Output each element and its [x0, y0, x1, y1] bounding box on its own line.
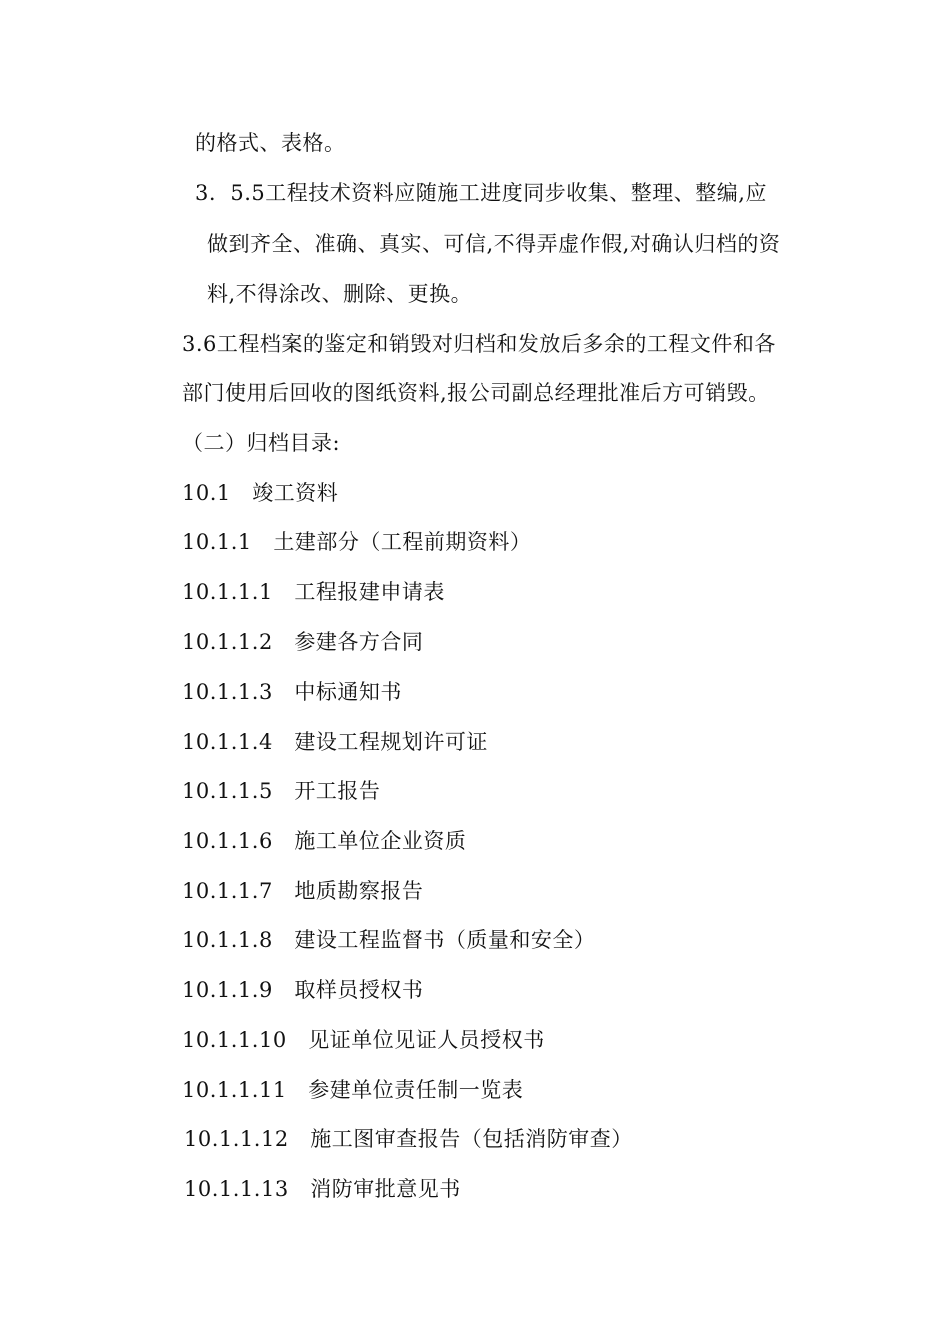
catalog-item: 10.1.1.11 参建单位责任制一览表 [182, 1078, 524, 1102]
catalog-item: 10.1.1.5 开工报告 [182, 779, 381, 803]
catalog-item: 10.1.1.13 消防审批意见书 [184, 1177, 461, 1201]
text-line: 的格式、表格。 [195, 131, 346, 155]
text-line: 部门使用后回收的图纸资料,报公司副总经理批准后方可销毁。 [182, 381, 770, 405]
catalog-item: 10.1.1.1 工程报建申请表 [182, 580, 445, 604]
catalog-item: 10.1.1.4 建设工程规划许可证 [182, 730, 488, 754]
section-heading: （二）归档目录: [182, 431, 341, 455]
catalog-item: 10.1.1.8 建设工程监督书（质量和安全） [182, 928, 596, 952]
catalog-item: 10.1.1.9 取样员授权书 [182, 978, 424, 1002]
text-line: 做到齐全、准确、真实、可信,不得弄虚作假,对确认归档的资 [207, 232, 781, 256]
catalog-item: 10.1.1.7 地质勘察报告 [182, 879, 424, 903]
catalog-item: 10.1.1.12 施工图审查报告（包括消防审查） [184, 1127, 633, 1151]
text-line: 3. 5.5工程技术资料应随施工进度同步收集、整理、整编,应 [195, 181, 767, 205]
catalog-item: 10.1.1.6 施工单位企业资质 [182, 829, 467, 853]
text-line: 料,不得涂改、删除、更换。 [207, 282, 473, 306]
catalog-item: 10.1.1.2 参建各方合同 [182, 630, 424, 654]
catalog-item: 10.1.1 土建部分（工程前期资料） [182, 530, 532, 554]
text-line: 3.6工程档案的鉴定和销毁对归档和发放后多余的工程文件和各 [182, 332, 776, 356]
catalog-item: 10.1.1.3 中标通知书 [182, 680, 402, 704]
catalog-item: 10.1 竣工资料 [182, 481, 339, 505]
catalog-item: 10.1.1.10 见证单位见证人员授权书 [182, 1028, 545, 1052]
